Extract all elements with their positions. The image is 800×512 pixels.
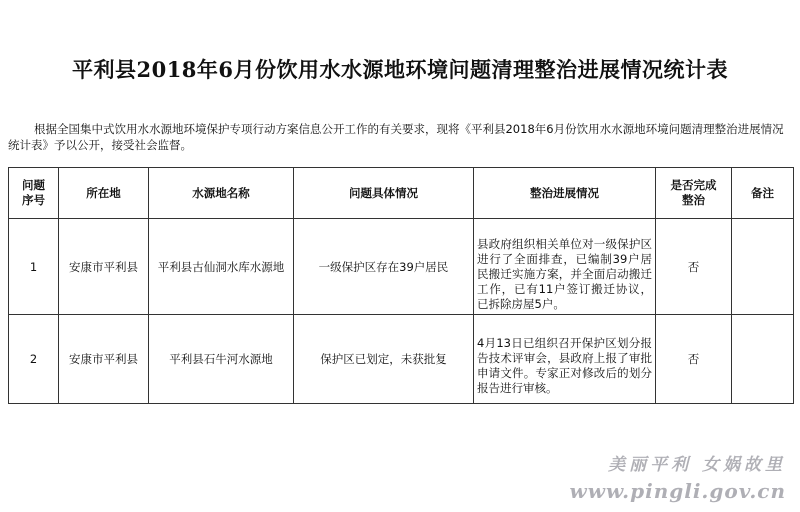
progress-text: 县政府组织相关单位对一级保护区进行了全面排查，已编制39户居民搬迁实施方案，并全面启动搬迁工作，已有11户签订搬迁协议，已拆除房屋5户。 <box>477 237 652 311</box>
cell-location: 安康市平利县 <box>59 219 149 315</box>
header-progress: 整治进展情况 <box>474 168 656 219</box>
site-watermark <box>570 452 786 504</box>
page-title: 平利县2018年6月份饮用水水源地环境问题清理整治进展情况统计表 <box>71 57 729 82</box>
watermark-url: www.pingli.gov.cn <box>569 479 786 503</box>
cell-note <box>732 315 794 404</box>
cell-note <box>732 219 794 315</box>
header-location: 所在地 <box>59 168 149 219</box>
cell-completed: 否 <box>656 219 732 315</box>
cell-issue: 一级保护区存在39户居民 <box>294 219 474 315</box>
progress-text: 4月13日已组织召开保护区划分报告技术评审会，县政府上报了审批申请文件。专家正对修改后的划分报告进行审核。 <box>477 336 652 395</box>
cell-issue: 保护区已划定，未获批复 <box>294 315 474 404</box>
cell-source-name: 平利县古仙洞水库水源地 <box>149 219 294 315</box>
cell-progress <box>474 315 656 404</box>
table-row <box>9 315 794 404</box>
header-seq: 问题 序号 <box>9 168 59 219</box>
cell-progress <box>474 219 656 315</box>
header-issue: 问题具体情况 <box>294 168 474 219</box>
cell-completed: 否 <box>656 315 732 404</box>
header-source-name: 水源地名称 <box>149 168 294 219</box>
intro-paragraph: 根据全国集中式饮用水水源地环境保护专项行动方案信息公开工作的有关要求，现将《平利县2018年6月份饮用水水源地环境问题清理整治进展情况统计表》予以公开，接受社会监督。 <box>8 122 784 152</box>
header-completed: 是否完成 整治 <box>656 168 732 219</box>
progress-table <box>8 167 794 404</box>
header-note: 备注 <box>732 168 794 219</box>
cell-source-name: 平利县石牛河水源地 <box>149 315 294 404</box>
table-row <box>9 219 794 315</box>
cell-seq: 2 <box>9 315 59 404</box>
cell-seq: 1 <box>9 219 59 315</box>
watermark-slogan: 美丽平利 女娲故里 <box>608 455 786 475</box>
table-header-row <box>9 168 794 219</box>
cell-location: 安康市平利县 <box>59 315 149 404</box>
